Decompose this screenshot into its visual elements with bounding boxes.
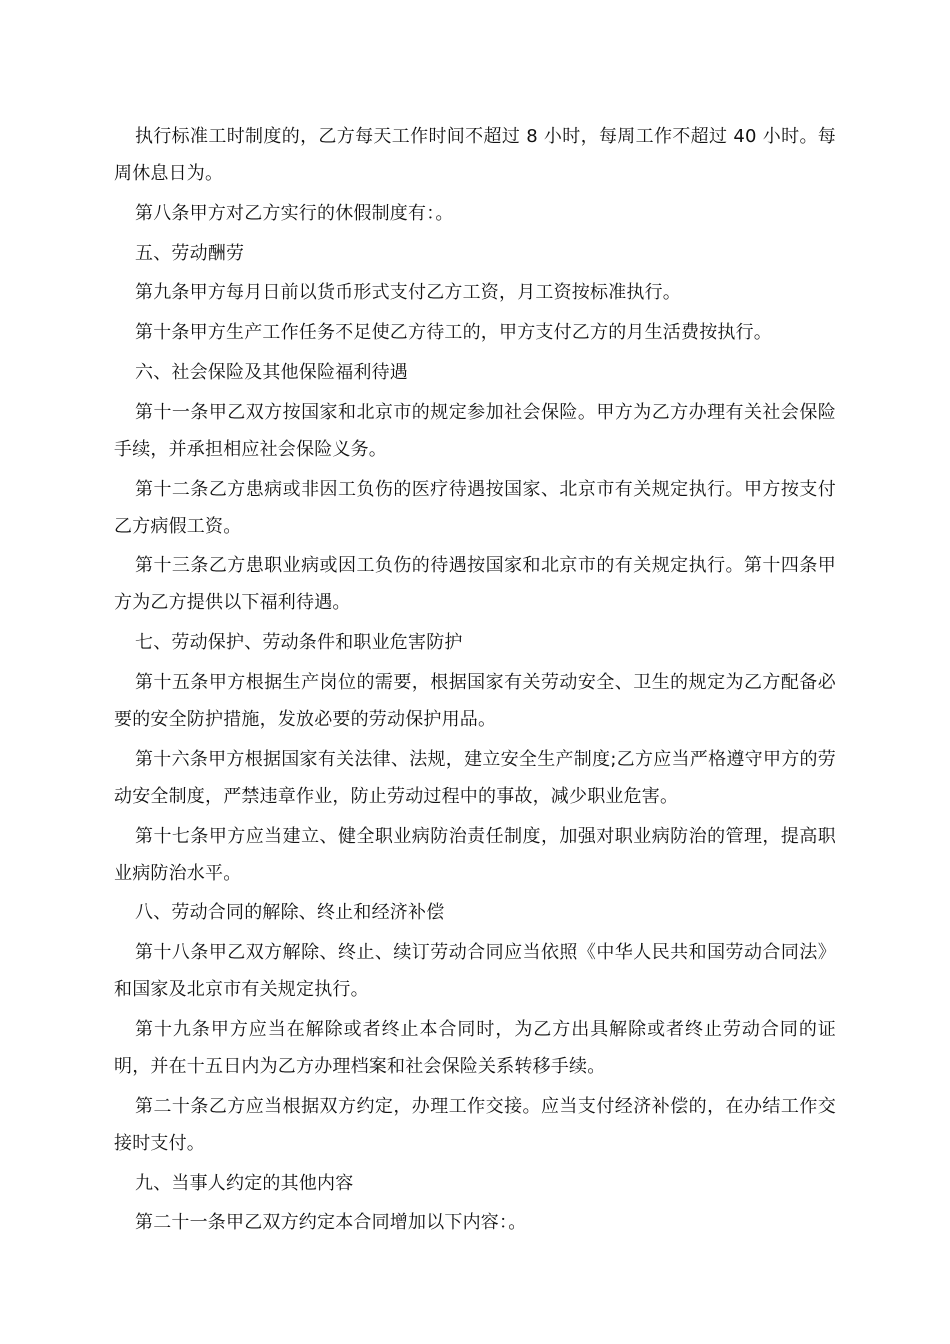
document-body [114, 118, 836, 1244]
paragraph-article-15: 第十五条甲方根据生产岗位的需要，根据国家有关劳动安全、卫生的规定为乙方配备必要的安全防护措施，发放必要的劳动保护用品。 [114, 671, 836, 730]
section-heading-9: 九、当事人约定的其他内容 [135, 1172, 354, 1194]
paragraph-article-19: 第十九条甲方应当在解除或者终止本合同时，为乙方出具解除或者终止劳动合同的证明，并在十五日内为乙方办理档案和社会保险关系转移手续。 [114, 1018, 836, 1077]
paragraph-article-9: 第九条甲方每月日前以货币形式支付乙方工资，月工资按标准执行。 [135, 282, 681, 304]
paragraph-working-hours: 执行标准工时制度的，乙方每天工作时间不超过 8 小时，每周工作不超过 40 小时。每周休息日为。 [114, 126, 836, 184]
paragraph-article-11: 第十一条甲乙双方按国家和北京市的规定参加社会保险。甲方为乙方办理有关社会保险手续，并承担相应社会保险义务。 [114, 401, 836, 460]
section-heading-5: 五、劳动酬劳 [135, 242, 245, 264]
paragraph-article-16: 第十六条甲方根据国家有关法律、法规，建立安全生产制度;乙方应当严格遵守甲方的劳动安全制度，严禁违章作业，防止劳动过程中的事故，减少职业危害。 [114, 748, 836, 807]
paragraph-article-13: 第十三条乙方患职业病或因工负伤的待遇按国家和北京市的有关规定执行。第十四条甲方为乙方提供以下福利待遇。 [114, 555, 836, 614]
paragraph-article-8: 第八条甲方对乙方实行的休假制度有：。 [135, 202, 454, 224]
paragraph-article-10: 第十条甲方生产工作任务不足使乙方待工的，甲方支付乙方的月生活费按执行。 [135, 322, 772, 344]
section-heading-7: 七、劳动保护、劳动条件和职业危害防护 [135, 632, 463, 654]
paragraph-article-12: 第十二条乙方患病或非因工负伤的医疗待遇按国家、北京市有关规定执行。甲方按支付乙方病假工资。 [114, 478, 836, 537]
paragraph-article-20: 第二十条乙方应当根据双方约定，办理工作交接。应当支付经济补偿的，在办结工作交接时支付。 [114, 1095, 836, 1154]
section-heading-6: 六、社会保险及其他保险福利待遇 [135, 361, 408, 383]
paragraph-article-18: 第十八条甲乙双方解除、终止、续订劳动合同应当依照《中华人民共和国劳动合同法》和国家及北京市有关规定执行。 [114, 942, 836, 1001]
paragraph-article-17: 第十七条甲方应当建立、健全职业病防治责任制度，加强对职业病防治的管理，提高职业病防治水平。 [114, 825, 836, 884]
paragraph-article-21: 第二十一条甲乙双方约定本合同增加以下内容：。 [135, 1212, 527, 1234]
section-heading-8: 八、劳动合同的解除、终止和经济补偿 [135, 902, 445, 924]
